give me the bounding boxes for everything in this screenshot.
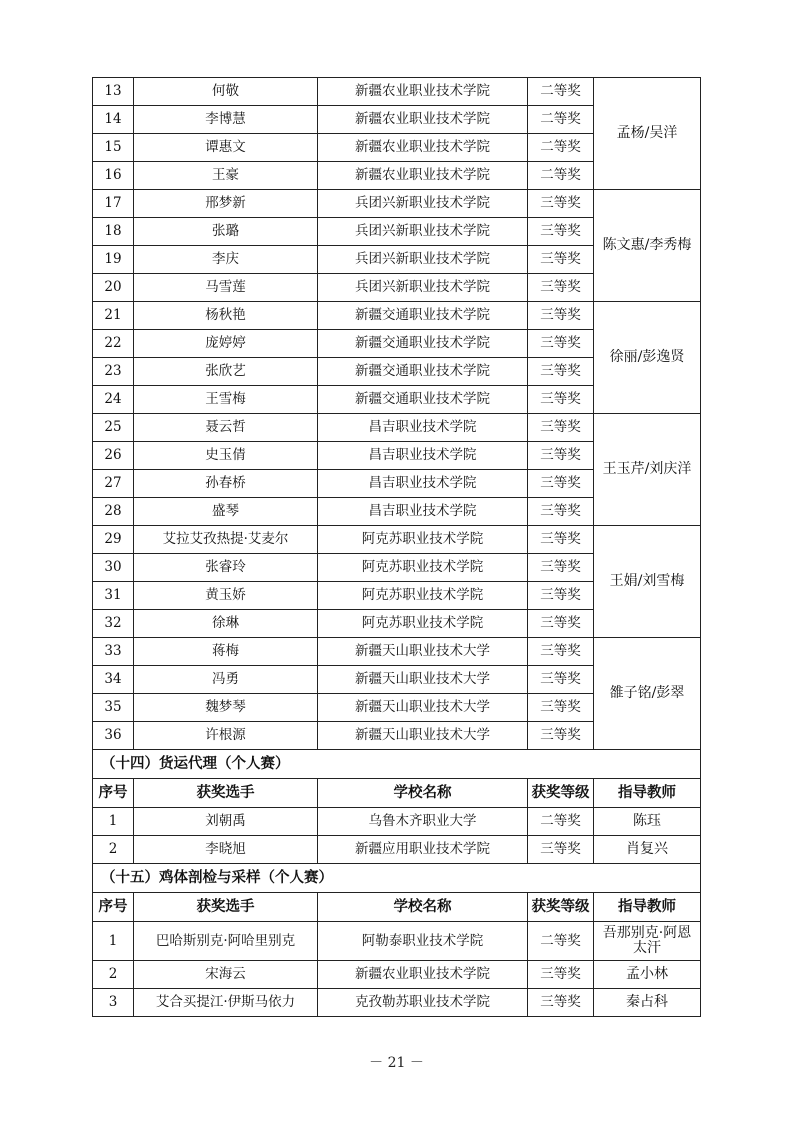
table-row bbox=[93, 922, 701, 961]
winner-name-cell: 艾拉艾孜热提·艾麦尔 bbox=[134, 526, 318, 554]
row-number-cell: 14 bbox=[93, 106, 134, 134]
award-level-cell: 三等奖 bbox=[528, 666, 594, 694]
header-school: 学校名称 bbox=[318, 893, 528, 922]
table-row bbox=[93, 526, 701, 554]
section-title: （十五）鸡体剖检与采样（个人赛） bbox=[93, 864, 701, 893]
award-level-cell: 三等奖 bbox=[528, 694, 594, 722]
winner-name-cell: 李晓旭 bbox=[134, 836, 318, 864]
school-name-cell: 昌吉职业技术学院 bbox=[318, 498, 528, 526]
row-number-cell: 32 bbox=[93, 610, 134, 638]
school-name-cell: 新疆农业职业技术学院 bbox=[318, 106, 528, 134]
row-number-cell: 20 bbox=[93, 274, 134, 302]
row-number-cell: 31 bbox=[93, 582, 134, 610]
school-name-cell: 新疆天山职业技术大学 bbox=[318, 666, 528, 694]
school-name-cell: 兵团兴新职业技术学院 bbox=[318, 246, 528, 274]
school-name-cell: 昌吉职业技术学院 bbox=[318, 442, 528, 470]
winner-name-cell: 李庆 bbox=[134, 246, 318, 274]
award-level-cell: 二等奖 bbox=[528, 106, 594, 134]
row-number-cell: 22 bbox=[93, 330, 134, 358]
award-level-cell: 三等奖 bbox=[528, 582, 594, 610]
school-name-cell: 新疆天山职业技术大学 bbox=[318, 722, 528, 750]
award-level-cell: 二等奖 bbox=[528, 78, 594, 106]
row-number-cell: 27 bbox=[93, 470, 134, 498]
school-name-cell: 新疆应用职业技术学院 bbox=[318, 836, 528, 864]
school-name-cell: 阿勒泰职业技术学院 bbox=[318, 922, 528, 961]
award-level-cell: 三等奖 bbox=[528, 302, 594, 330]
winner-name-cell: 艾合买提江·伊斯马依力 bbox=[134, 989, 318, 1017]
school-name-cell: 阿克苏职业技术学院 bbox=[318, 526, 528, 554]
winner-name-cell: 李博慧 bbox=[134, 106, 318, 134]
winner-name-cell: 王雪梅 bbox=[134, 386, 318, 414]
table-row bbox=[93, 78, 701, 106]
row-number-cell: 18 bbox=[93, 218, 134, 246]
award-level-cell: 三等奖 bbox=[528, 274, 594, 302]
award-level-cell: 二等奖 bbox=[528, 808, 594, 836]
award-level-cell: 三等奖 bbox=[528, 442, 594, 470]
row-number-cell: 15 bbox=[93, 134, 134, 162]
award-level-cell: 三等奖 bbox=[528, 330, 594, 358]
row-number-cell: 13 bbox=[93, 78, 134, 106]
table-header-row bbox=[93, 779, 701, 808]
teacher-cell: 雒子铭/彭翠 bbox=[594, 638, 701, 750]
table-row bbox=[93, 414, 701, 442]
winner-name-cell: 黄玉娇 bbox=[134, 582, 318, 610]
row-number-cell: 21 bbox=[93, 302, 134, 330]
table-row bbox=[93, 808, 701, 836]
header-winner: 获奖选手 bbox=[134, 893, 318, 922]
award-level-cell: 三等奖 bbox=[528, 554, 594, 582]
header-number: 序号 bbox=[93, 893, 134, 922]
school-name-cell: 新疆交通职业技术学院 bbox=[318, 358, 528, 386]
row-number-cell: 2 bbox=[93, 961, 134, 989]
award-level-cell: 二等奖 bbox=[528, 922, 594, 961]
winner-name-cell: 张睿玲 bbox=[134, 554, 318, 582]
award-level-cell: 三等奖 bbox=[528, 638, 594, 666]
winner-name-cell: 张欣艺 bbox=[134, 358, 318, 386]
school-name-cell: 阿克苏职业技术学院 bbox=[318, 554, 528, 582]
page-number: － 21 － bbox=[369, 1055, 424, 1071]
row-number-cell: 29 bbox=[93, 526, 134, 554]
winner-name-cell: 张璐 bbox=[134, 218, 318, 246]
winner-name-cell: 许根源 bbox=[134, 722, 318, 750]
table-row bbox=[93, 190, 701, 218]
row-number-cell: 28 bbox=[93, 498, 134, 526]
header-number: 序号 bbox=[93, 779, 134, 808]
award-level-cell: 三等奖 bbox=[528, 246, 594, 274]
teacher-cell: 秦占科 bbox=[594, 989, 701, 1017]
school-name-cell: 新疆农业职业技术学院 bbox=[318, 961, 528, 989]
winner-name-cell: 邢梦新 bbox=[134, 190, 318, 218]
school-name-cell: 新疆农业职业技术学院 bbox=[318, 78, 528, 106]
table-row bbox=[93, 638, 701, 666]
winner-name-cell: 何敬 bbox=[134, 78, 318, 106]
award-level-cell: 二等奖 bbox=[528, 162, 594, 190]
winner-name-cell: 聂云哲 bbox=[134, 414, 318, 442]
winner-name-cell: 徐琳 bbox=[134, 610, 318, 638]
table-header-row bbox=[93, 893, 701, 922]
school-name-cell: 新疆交通职业技术学院 bbox=[318, 386, 528, 414]
row-number-cell: 19 bbox=[93, 246, 134, 274]
teacher-cell: 王玉芹/刘庆洋 bbox=[594, 414, 701, 526]
award-level-cell: 三等奖 bbox=[528, 190, 594, 218]
school-name-cell: 兵团兴新职业技术学院 bbox=[318, 190, 528, 218]
row-number-cell: 25 bbox=[93, 414, 134, 442]
school-name-cell: 新疆交通职业技术学院 bbox=[318, 302, 528, 330]
teacher-cell: 肖复兴 bbox=[594, 836, 701, 864]
school-name-cell: 昌吉职业技术学院 bbox=[318, 470, 528, 498]
row-number-cell: 36 bbox=[93, 722, 134, 750]
school-name-cell: 乌鲁木齐职业大学 bbox=[318, 808, 528, 836]
school-name-cell: 克孜勒苏职业技术学院 bbox=[318, 989, 528, 1017]
school-name-cell: 新疆天山职业技术大学 bbox=[318, 694, 528, 722]
section-title-row bbox=[93, 750, 701, 779]
table-row bbox=[93, 836, 701, 864]
row-number-cell: 26 bbox=[93, 442, 134, 470]
winner-name-cell: 庞婷婷 bbox=[134, 330, 318, 358]
row-number-cell: 2 bbox=[93, 836, 134, 864]
teacher-cell: 王娟/刘雪梅 bbox=[594, 526, 701, 638]
award-level-cell: 三等奖 bbox=[528, 470, 594, 498]
winner-name-cell: 史玉倩 bbox=[134, 442, 318, 470]
award-level-cell: 三等奖 bbox=[528, 722, 594, 750]
row-number-cell: 1 bbox=[93, 922, 134, 961]
header-teacher: 指导教师 bbox=[594, 893, 701, 922]
table-row bbox=[93, 961, 701, 989]
award-table-body bbox=[93, 78, 701, 1017]
teacher-cell: 徐丽/彭逸贤 bbox=[594, 302, 701, 414]
winner-name-cell: 王豪 bbox=[134, 162, 318, 190]
teacher-cell: 孟小林 bbox=[594, 961, 701, 989]
section-title: （十四）货运代理（个人赛） bbox=[93, 750, 701, 779]
teacher-cell: 孟杨/吴洋 bbox=[594, 78, 701, 190]
winner-name-cell: 巴哈斯别克·阿哈里别克 bbox=[134, 922, 318, 961]
school-name-cell: 新疆农业职业技术学院 bbox=[318, 162, 528, 190]
row-number-cell: 16 bbox=[93, 162, 134, 190]
table-row bbox=[93, 302, 701, 330]
award-level-cell: 二等奖 bbox=[528, 134, 594, 162]
row-number-cell: 24 bbox=[93, 386, 134, 414]
award-level-cell: 三等奖 bbox=[528, 218, 594, 246]
award-level-cell: 三等奖 bbox=[528, 386, 594, 414]
row-number-cell: 17 bbox=[93, 190, 134, 218]
school-name-cell: 阿克苏职业技术学院 bbox=[318, 582, 528, 610]
header-award-level: 获奖等级 bbox=[528, 779, 594, 808]
row-number-cell: 3 bbox=[93, 989, 134, 1017]
award-level-cell: 三等奖 bbox=[528, 526, 594, 554]
winner-name-cell: 杨秋艳 bbox=[134, 302, 318, 330]
winner-name-cell: 谭惠文 bbox=[134, 134, 318, 162]
row-number-cell: 1 bbox=[93, 808, 134, 836]
winner-name-cell: 蒋梅 bbox=[134, 638, 318, 666]
teacher-cell: 吾那别克·阿恩太汗 bbox=[594, 922, 701, 961]
school-name-cell: 阿克苏职业技术学院 bbox=[318, 610, 528, 638]
row-number-cell: 33 bbox=[93, 638, 134, 666]
winner-name-cell: 刘朝禹 bbox=[134, 808, 318, 836]
winner-name-cell: 盛琴 bbox=[134, 498, 318, 526]
winner-name-cell: 冯勇 bbox=[134, 666, 318, 694]
award-level-cell: 三等奖 bbox=[528, 610, 594, 638]
school-name-cell: 兵团兴新职业技术学院 bbox=[318, 218, 528, 246]
header-teacher: 指导教师 bbox=[594, 779, 701, 808]
row-number-cell: 23 bbox=[93, 358, 134, 386]
header-award-level: 获奖等级 bbox=[528, 893, 594, 922]
award-level-cell: 三等奖 bbox=[528, 836, 594, 864]
award-level-cell: 三等奖 bbox=[528, 358, 594, 386]
school-name-cell: 新疆天山职业技术大学 bbox=[318, 638, 528, 666]
winner-name-cell: 魏梦琴 bbox=[134, 694, 318, 722]
section-title-row bbox=[93, 864, 701, 893]
header-school: 学校名称 bbox=[318, 779, 528, 808]
table-row bbox=[93, 989, 701, 1017]
header-winner: 获奖选手 bbox=[134, 779, 318, 808]
award-level-cell: 三等奖 bbox=[528, 989, 594, 1017]
award-level-cell: 三等奖 bbox=[528, 961, 594, 989]
winner-name-cell: 马雪莲 bbox=[134, 274, 318, 302]
row-number-cell: 34 bbox=[93, 666, 134, 694]
teacher-cell: 陈文惠/李秀梅 bbox=[594, 190, 701, 302]
school-name-cell: 新疆交通职业技术学院 bbox=[318, 330, 528, 358]
school-name-cell: 新疆农业职业技术学院 bbox=[318, 134, 528, 162]
school-name-cell: 兵团兴新职业技术学院 bbox=[318, 274, 528, 302]
award-table bbox=[92, 77, 701, 1017]
award-level-cell: 三等奖 bbox=[528, 498, 594, 526]
row-number-cell: 30 bbox=[93, 554, 134, 582]
teacher-cell: 陈珏 bbox=[594, 808, 701, 836]
award-level-cell: 三等奖 bbox=[528, 414, 594, 442]
row-number-cell: 35 bbox=[93, 694, 134, 722]
winner-name-cell: 宋海云 bbox=[134, 961, 318, 989]
winner-name-cell: 孙春桥 bbox=[134, 470, 318, 498]
school-name-cell: 昌吉职业技术学院 bbox=[318, 414, 528, 442]
